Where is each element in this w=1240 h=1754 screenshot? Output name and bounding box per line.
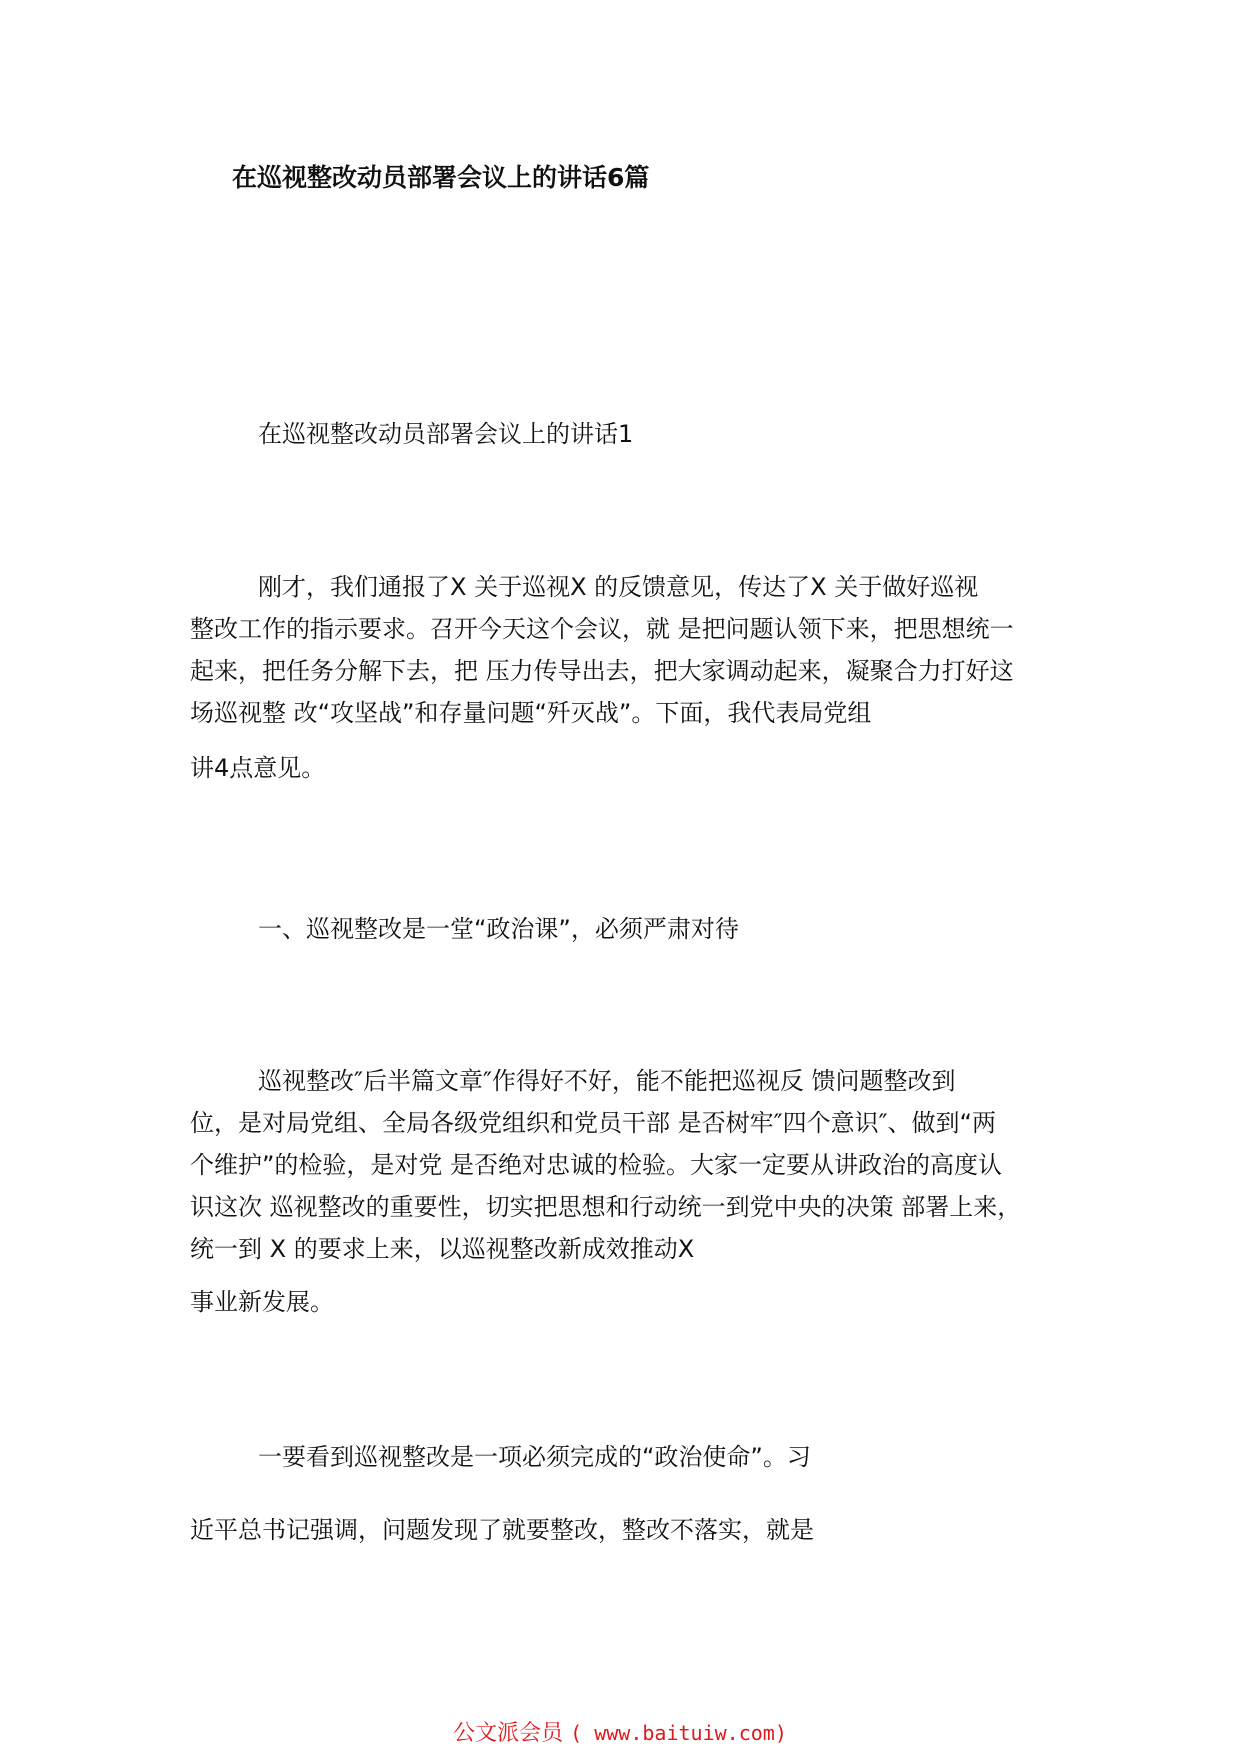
footer-url[interactable]: ( www.baituiw.com) — [570, 1721, 787, 1745]
paragraph-2-line-3: 个维护”的检验，是对党 是否绝对忠诚的检验。大家一定要从讲政治的高度认 — [190, 1151, 1003, 1179]
paragraph-2 — [190, 1060, 1058, 1270]
paragraph-1-line-3: 起来，把任务分解下去，把 压力传导出去，把大家调动起来，凝聚合力打好这 — [190, 657, 1014, 685]
paragraph-1-line-2: 整改工作的指示要求。召开今天这个会议，就 是把问题认领下来，把思想统一 — [190, 615, 1014, 643]
footer-watermark — [0, 1716, 1240, 1747]
paragraph-2-line-1: 巡视整改″后半篇文章″作得好不好，能不能把巡视反 馈问题整改到 — [258, 1067, 956, 1095]
paragraph-3-line-2: 近平总书记强调，问题发现了就要整改，整改不落实，就是 — [190, 1516, 814, 1544]
paragraph-1-tail: 讲4点意见。 — [190, 754, 326, 782]
section-heading-1: 一、巡视整改是一堂“政治课”，必须严肃对待 — [258, 915, 739, 943]
document-title: 在巡视整改动员部署会议上的讲话6篇 — [232, 163, 650, 192]
footer-brand: 公文派会员 — [453, 1721, 564, 1746]
paragraph-2-tail: 事业新发展。 — [190, 1288, 334, 1316]
section-subtitle: 在巡视整改动员部署会议上的讲话1 — [258, 420, 634, 448]
paragraph-1 — [190, 566, 1058, 734]
paragraph-3-line-1: 一要看到巡视整改是一项必须完成的“政治使命”。习 — [258, 1443, 811, 1471]
paragraph-2-line-5: 统一到 X 的要求上来，以巡视整改新成效推动X — [190, 1235, 695, 1263]
paragraph-1-line-1: 刚才，我们通报了X 关于巡视X 的反馈意见，传达了X 关于做好巡视 — [258, 573, 979, 601]
paragraph-2-line-4: 识这次 巡视整改的重要性，切实把思想和行动统一到党中央的决策 部署上来， — [190, 1193, 1022, 1221]
paragraph-1-line-4: 场巡视整 改“攻坚战”和存量问题“歼灭战”。下面，我代表局党组 — [190, 699, 872, 727]
paragraph-2-line-2: 位，是对局党组、全局各级党组织和党员干部 是否树牢″四个意识″、做到“两 — [190, 1109, 996, 1137]
